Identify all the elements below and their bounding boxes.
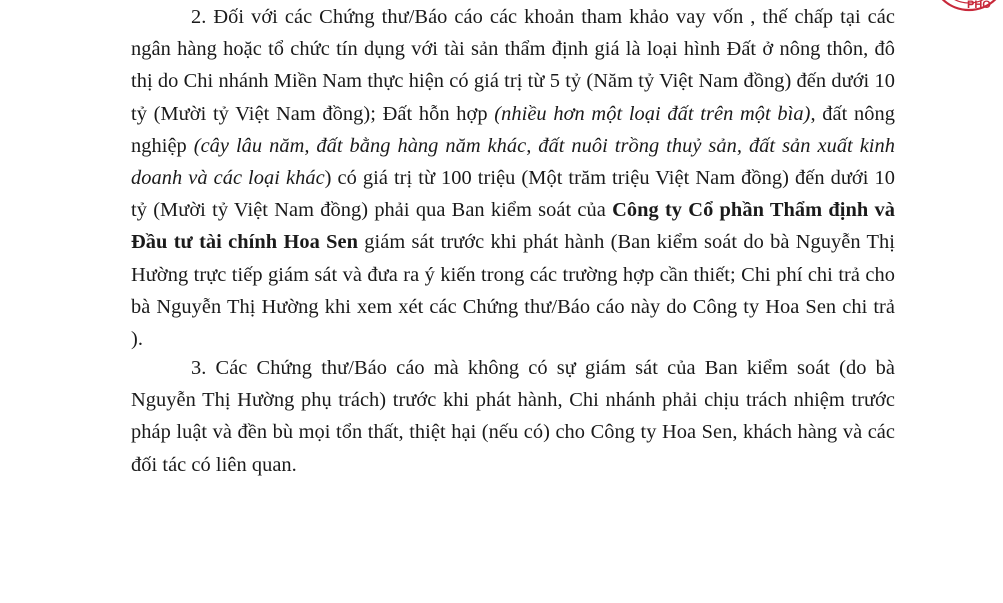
clause-3-paragraph: 3. Các Chứng thư/Báo cáo mà không có sự giám sát của Ban kiểm soát (do bà Nguyễn Thị Hường phụ trách) trước khi phát hành, Chi nhánh phải chịu trách nhiệm trước pháp luật và đền bù mọi tổn thất, thiệt hại (nếu có) cho Công ty Hoa Sen, khách hàng và các đối tác có liên quan. xyxy=(131,357,895,476)
clause-2-text-part-4: giám sát trước khi phát hành (Ban kiểm soát do bà Nguyễn Thị Hường trực tiếp giám sát và đưa ra ý kiến trong các trường hợp cần thiết; Chi phí chi trả cho bà Nguyễn Thị Hường khi xem xét các Chứng thư/Báo cáo này do Công ty Hoa Sen chi trả ). xyxy=(131,231,895,351)
clause-2-text-part-2: , đất nông nghiệp xyxy=(131,102,895,157)
company-name-bold: Công ty Cổ phần Thẩm định và Đầu tư tài chính Hoa Sen xyxy=(131,199,895,254)
clause-2-italic-note-2: (cây lâu năm, đất bằng hàng năm khác, đất nuôi trồng thuỷ sản, đất sản xuất kinh doanh và các loại khác xyxy=(131,134,896,190)
clause-2-italic-note-1: (nhiều hơn một loại đất trên một bìa) xyxy=(494,102,811,125)
red-seal-stamp xyxy=(929,0,1003,16)
clause-2-text-part-1: 2. Đối với các Chứng thư/Báo cáo các khoản tham khảo vay vốn , thế chấp tại các ngân hàng hoặc tổ chức tín dụng với tài sản thẩm định giá là loại hình Đất ở nông thôn, đô thị do Chi nhánh Miền Nam thực hiện có giá trị từ 5 tỷ (Năm tỷ Việt Nam đồng) đến dưới 10 tỷ (Mười tỷ Việt Nam đồng); Đất hỗn hợp xyxy=(131,6,895,125)
stamp-text: PHÒ xyxy=(967,0,991,11)
clause-2-text-part-3: ) có giá trị từ 100 triệu (Một trăm triệu Việt Nam đồng) đến dưới 10 tỷ (Mười tỷ Việt Nam đồng) phải qua Ban kiểm soát của xyxy=(131,167,895,222)
clause-2-paragraph xyxy=(131,1,895,355)
